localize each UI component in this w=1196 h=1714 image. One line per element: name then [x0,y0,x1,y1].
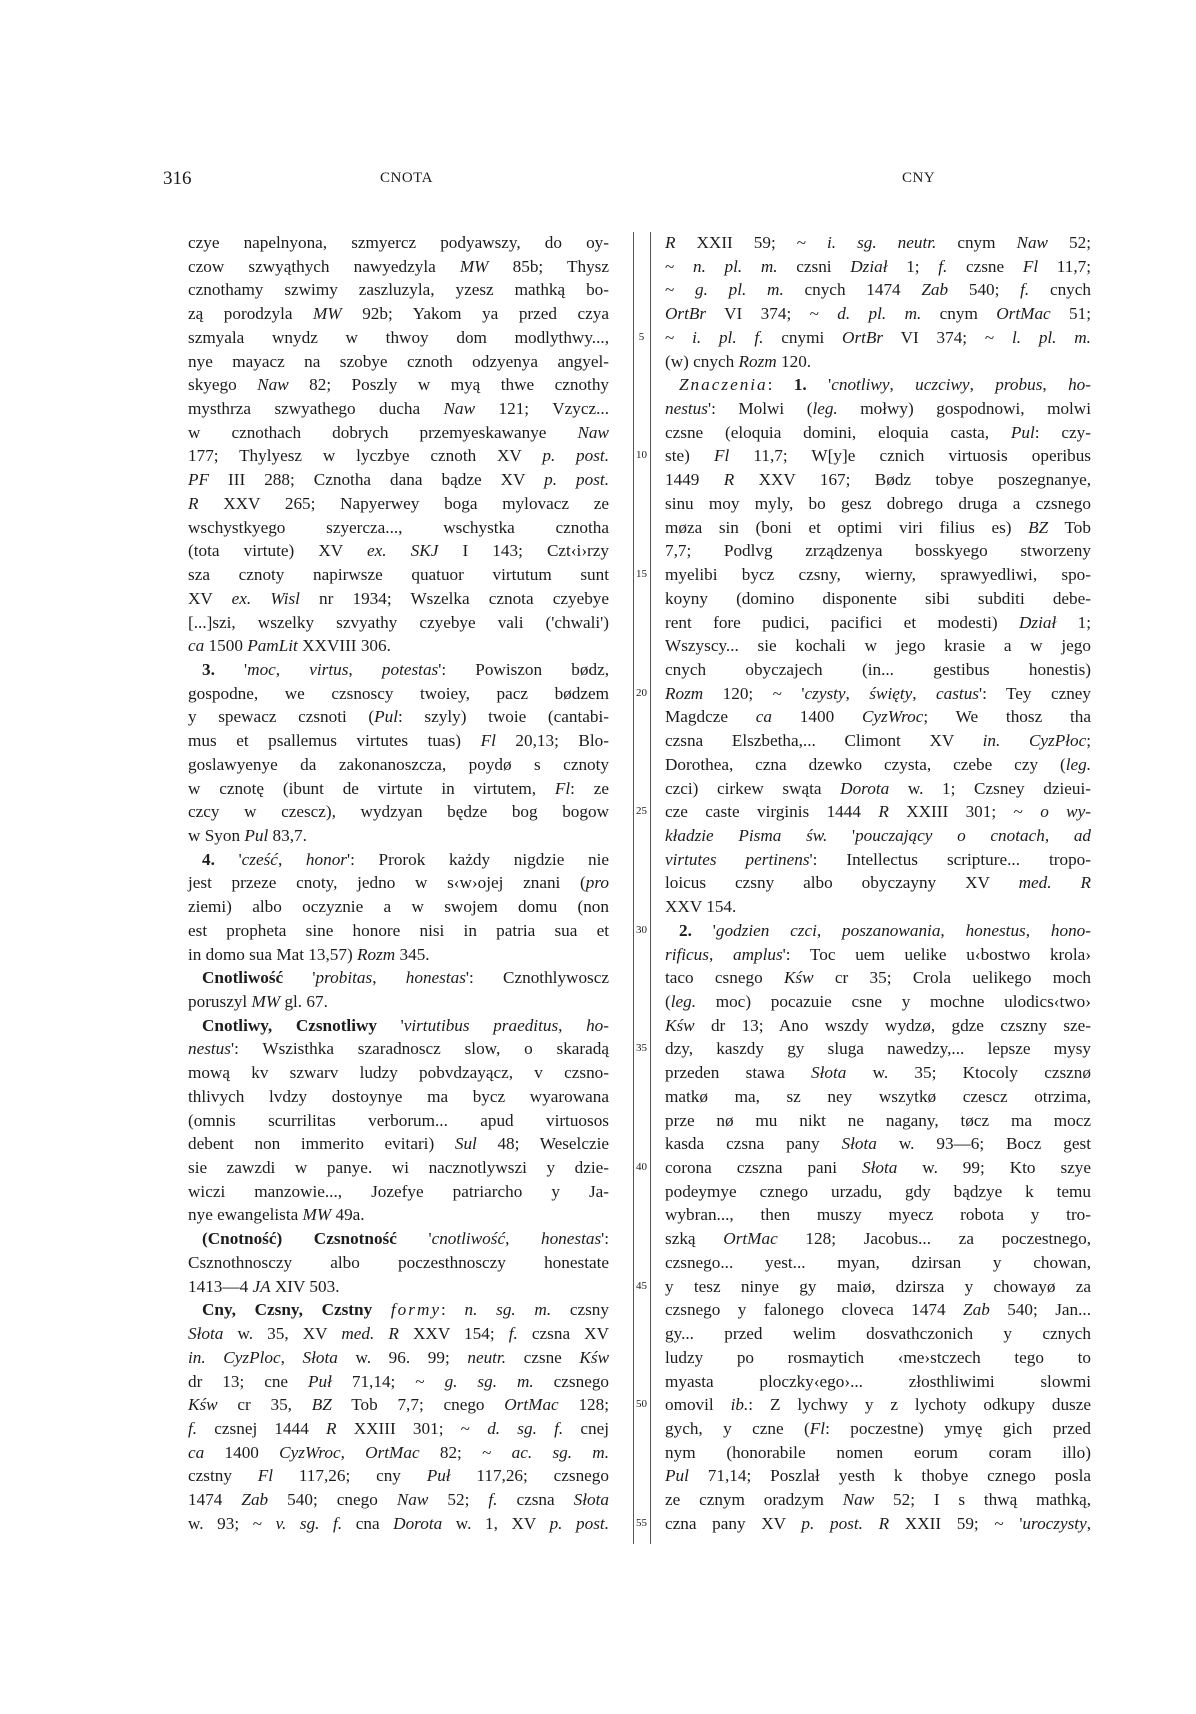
right-column-line: sinu moy myly, bo gesz dobrego druga a czsnego [665,493,1091,513]
left-column-line: in. CyzPloc, Słota w. 96. 99; neutr. czsne Kśw [188,1347,610,1367]
right-column-line: Znaczenia: 1. 'cnotliwy, uczciwy, probus, ho- [679,375,1091,395]
left-column-line: y spewacz czsnoti (Pul: szyly) twoie (cantabi- [188,707,609,727]
left-column-line: w. 93; ~ v. sg. f. cna Dorota w. 1, XV p. post. [188,1513,610,1533]
right-column-line: rificus, amplus': Toc uem uelike u‹bostwo krola› [665,944,1091,964]
right-column-line: czsnego... yest... myan, dzirsan y chowan, [665,1252,1091,1272]
right-column-line: cnych obyczajech (in... gestibus honestis) [665,659,1091,679]
left-column-line: (tota virtute) XV ex. SKJ I 143; Czt‹i›rzy [188,541,609,561]
page-header [0,168,1196,198]
left-column-line: czye napelnyona, szmyercz podyawszy, do oy- [188,233,609,252]
page-number: 316 [163,168,192,189]
left-column-line: est propheta sine honore nisi in patria sua et [188,920,609,940]
left-column-line: ca 1400 CyzWroc, OrtMac 82; ~ ac. sg. m. [188,1442,610,1462]
left-column-line: XV ex. Wisl nr 1934; Wszelka cznota czyebye [188,588,610,608]
right-column-line: Magdcze ca 1400 CyzWroc; We thosz tha [665,707,1091,727]
line-number: 5 [638,330,645,343]
right-column-line: rent fore pudici, pacifici et modesti) Dział 1; [665,612,1091,632]
left-column-line: Słota w. 35, XV med. R XXV 154; f. czsna XV [188,1324,610,1344]
left-column-line: cznothamy szwimy zaszluzyla, yzesz mathką bo- [188,280,609,300]
left-column-line: nye mayacz na szobye cznoth odzyenya angyel- [188,351,609,371]
right-column-line: møza sin (boni et optimi viri filius es) BZ Tob [665,517,1091,537]
right-column-line: ste) Fl 11,7; W[y]e cznich virtuosis operibus [665,446,1091,466]
right-column-line: (w) cnych Rozm 120. [665,351,812,371]
right-column-line: Kśw dr 13; Ano wszdy wydzø, gdze czszny sze- [665,1015,1091,1035]
right-column [665,231,1091,1536]
left-column-line: Cny, Czsny, Czstny formy: n. sg. m. czsny [202,1300,609,1320]
line-number: 40 [636,1161,647,1174]
right-column-line: przeden stawa Słota w. 35; Ktocoly czsznø [665,1063,1091,1083]
left-column-line: (Cnotność) Czsnotność 'cnotliwość, honestas': [202,1229,610,1249]
right-column-line: 7,7; Podlvg zrządzenya bosskyego stworzeny [665,541,1091,561]
right-column-line: loicus czsny albo obyczayny XV med. R [665,873,1091,893]
left-column-line: (omnis scurrilitas verborum... apud virtuosos [188,1110,609,1130]
left-column-line: mus et psallemus virtutes tuas) Fl 20,13; Blo- [188,731,609,751]
right-column-line: myelibi bycz czsny, wierny, sprawyedliwi, spo- [665,565,1091,585]
right-column-line: czsnego y falonego cloveca 1474 Zab 540; Jan... [665,1300,1091,1320]
left-column-line: Kśw cr 35, BZ Tob 7,7; cnego OrtMac 128; [188,1395,609,1415]
right-column-line: Dorothea, czna dzewko czysta, czebe czy (leg. [665,754,1091,774]
right-column-line: czsna Elszbetha,... Climont XV in. CyzPłoc; [665,731,1092,751]
left-column-line: thlivych lvdzy dostoynye ma bycz wyarowana [188,1086,609,1106]
right-column-line: ~ n. pl. m. czsni Dział 1; f. czsne Fl 11,7; [665,256,1091,276]
line-number: 10 [636,449,647,462]
right-column-line: corona czszna pani Słota w. 99; Kto szye [665,1158,1091,1178]
right-column-line: cze caste virginis 1444 R XXIII 301; ~ o wy- [665,802,1091,822]
left-column-line: czow szwyąthych nawyedzyla MW 85b; Thysz [188,256,609,276]
right-column-line: Wszyscy... sie kochali w jego krasie a w jego [665,636,1091,656]
right-column-line: taco csnego Kśw cr 35; Crola uelikego moch [665,968,1091,988]
right-column-line: wybran..., then muszy myecz robota y tro- [665,1205,1091,1225]
left-column-line: 177; Thylyesz w lyczbye cznoth XV p. post. [188,446,609,466]
right-column-line: nestus': Molwi (leg. mołwy) gospodnowi, molwi [665,399,1091,419]
left-column-line: jest przeze cnoty, jedno w s‹w›ojej znani (pro [188,873,609,893]
right-column-line: ~ i. pl. f. cnymi OrtBr VI 374; ~ l. pl. m. [665,327,1091,347]
right-column-line: czna pany XV p. post. R XXII 59; ~ 'uroczysty, [665,1513,1091,1533]
line-number: 25 [636,805,647,818]
right-column-line: ze cznym oradzym Naw 52; I s thwą mathką, [665,1490,1092,1510]
right-column-line: R XXII 59; ~ i. sg. neutr. cnym Naw 52; [665,233,1091,252]
line-number: 35 [636,1042,647,1055]
right-column-line: y tesz ninye gy maiø, dzirsza y chowayø za [665,1276,1091,1296]
left-column [188,231,609,1536]
line-number: 15 [636,568,647,581]
left-column-line: ca 1500 PamLit XXVIII 306. [188,636,391,656]
left-column-line: szmyala wnydz w thwoy dom modlythwy..., [188,327,609,347]
left-column-line: w cznotę (ibunt de virtute in virtutem, Fl: ze [188,778,609,798]
left-column-line: w Syon Pul 83,7. [188,825,307,845]
left-column-line: zą porodzyla MW 92b; Yakom ya przed czya [188,304,609,324]
left-column-line: poruszyl MW gl. 67. [188,992,328,1011]
left-column-line: 1413—4 JA XIV 503. [188,1276,340,1296]
right-column-line: XXV 154. [665,897,737,917]
left-column-line: mysthrza szwyathego ducha Naw 121; Vzycz... [188,399,609,419]
left-column-line: dr 13; cne Puł 71,14; ~ g. sg. m. czsnego [188,1371,610,1391]
column-rule-right [650,232,651,1544]
right-column-line: prze nø mu nikt ne nagany, tøcz ma mocz [665,1110,1091,1130]
right-column-line: szką OrtMac 128; Jacobus... za poczestnego, [665,1229,1091,1249]
left-column-line: nye ewangelista MW 49a. [188,1205,365,1225]
left-column-line: f. czsnej 1444 R XXIII 301; ~ d. sg. f. cnej [188,1418,609,1438]
left-column-line: wiczi manzowie..., Jozefye patriarcho y Ja- [188,1181,609,1201]
right-column-line: OrtBr VI 374; ~ d. pl. m. cnym OrtMac 51; [665,304,1092,324]
left-column-line: czcy w czescz), wydzyan będze bog bogow [188,802,609,822]
left-column-line: [...]szi, wszelky szvyathy czyebye vali ('chwali') [188,612,609,632]
line-number: 55 [636,1516,647,1529]
right-column-line: Rozm 120; ~ 'czysty, święty, castus': Tey czney [665,683,1092,703]
right-column-line: omovil ib.: Z lychwy y z lychoty odkupy dusze [665,1395,1091,1415]
right-column-line: ludzy po rosmaytich ‹me›stczech tego to [665,1347,1091,1367]
right-column-line: dzy, kaszdy gy sluga nawedzy,... lepsze mysy [665,1039,1091,1059]
left-column-line: wschystkyego szyercza..., wschystka cznotha [188,517,609,537]
left-column-line: sie zawzdi w panye. wi nacznotlywszi y dzie- [188,1158,609,1178]
line-number: 20 [636,686,647,699]
left-column-line: czstny Fl 117,26; cny Puł 117,26; czsnego [188,1466,609,1486]
left-column-line: 4. 'cześć, honor': Prorok każdy nigdzie nie [202,849,609,869]
left-column-line: PF III 288; Cznotha dana bądze XV p. post. [188,470,609,490]
left-column-line: w cznothach dobrych przemyeskawanye Naw [188,422,609,442]
running-head-left: CNOTA [380,170,433,186]
right-column-line: ~ g. pl. m. cnych 1474 Zab 540; f. cnych [665,280,1091,300]
right-column-line: czci) cirkew swąta Dorota w. 1; Czsney dzieui- [665,778,1091,798]
line-number: 45 [636,1279,647,1292]
right-column-line: 1449 R XXV 167; Bødz tobye poszegnanye, [665,470,1092,490]
left-column-line: in domo sua Mat 13,57) Rozm 345. [188,944,430,964]
left-column-line: 1474 Zab 540; cnego Naw 52; f. czsna Słota [188,1490,610,1510]
right-column-line: Pul 71,14; Poszlał yesth k thobye cznego posla [665,1466,1091,1486]
left-column-line: nestus': Wszisthka szaradnoscz slow, o skaradą [188,1039,609,1059]
right-column-line: myasta ploczky‹ego›... złosthliwimi slowmi [665,1371,1091,1391]
line-number: 30 [636,923,647,936]
left-column-line: goslawyenye da zakonanoszcza, poydø s cznoty [188,754,609,774]
left-column-line: skyego Naw 82; Poszly w myą thwe cznothy [188,375,610,395]
line-number-gutter [633,231,650,1551]
right-column-line: gych, y czne (Fl: poczestne) ymyę gich przed [665,1418,1091,1438]
right-column-line: podeymye cznego urzadu, gdy bądzye k temu [665,1181,1091,1201]
running-head-right: CNY [902,170,936,186]
left-column-line: Cnotliwość 'probitas, honestas': Cznothlywoscz [202,968,609,988]
right-column-line: nym (honorabile nomen eorum coram illo) [665,1442,1091,1462]
left-column-line: ziemi) albo oczyznie a w swojem domu (non [188,897,609,917]
right-column-line: kładzie Pisma św. 'pouczający o cnotach, ad [665,825,1092,845]
left-column-line: sza cznoty napirwsze quatuor virtutum sunt [188,565,609,585]
right-column-line: virtutes pertinens': Intellectus scripture... tropo- [665,849,1092,869]
right-column-line: (leg. moc) pocazuie csne y mochne ulodics‹two› [665,992,1091,1011]
right-column-line: matkø ma, sz ney wszytkø czescz otrzima, [665,1086,1091,1106]
right-column-line: kasda czsna pany Słota w. 93—6; Bocz gest [665,1134,1091,1154]
right-column-line: koyny (domino disponente sibi subditi debe- [665,588,1091,608]
right-column-line: gy... przed welim dosvathczonich y cznych [665,1324,1091,1344]
left-column-line: debent non immerito evitari) Sul 48; Weselczie [188,1134,609,1154]
left-column-line: Csznothnosczy albo poczesthnosczy honestate [188,1252,609,1272]
left-column-line: R XXV 265; Napyerwey boga mylovacz ze [188,493,609,513]
left-column-line: Cnotliwy, Czsnotliwy 'virtutibus praeditus, ho- [202,1015,609,1035]
line-number: 50 [636,1398,647,1411]
left-column-line: 3. 'moc, virtus, potestas': Powiszon bødz, [202,659,609,679]
left-column-line: gospodne, we czsnoscy twoiey, pacz bødzem [188,683,609,703]
right-column-line: 2. 'godzien czci, poszanowania, honestus, hono- [679,920,1091,940]
left-column-line: mową kv szwarv ludzy pobvdzayącz, v czsno- [188,1063,609,1083]
right-column-line: czsne (eloquia domini, eloquia casta, Pul: czy- [665,422,1091,442]
